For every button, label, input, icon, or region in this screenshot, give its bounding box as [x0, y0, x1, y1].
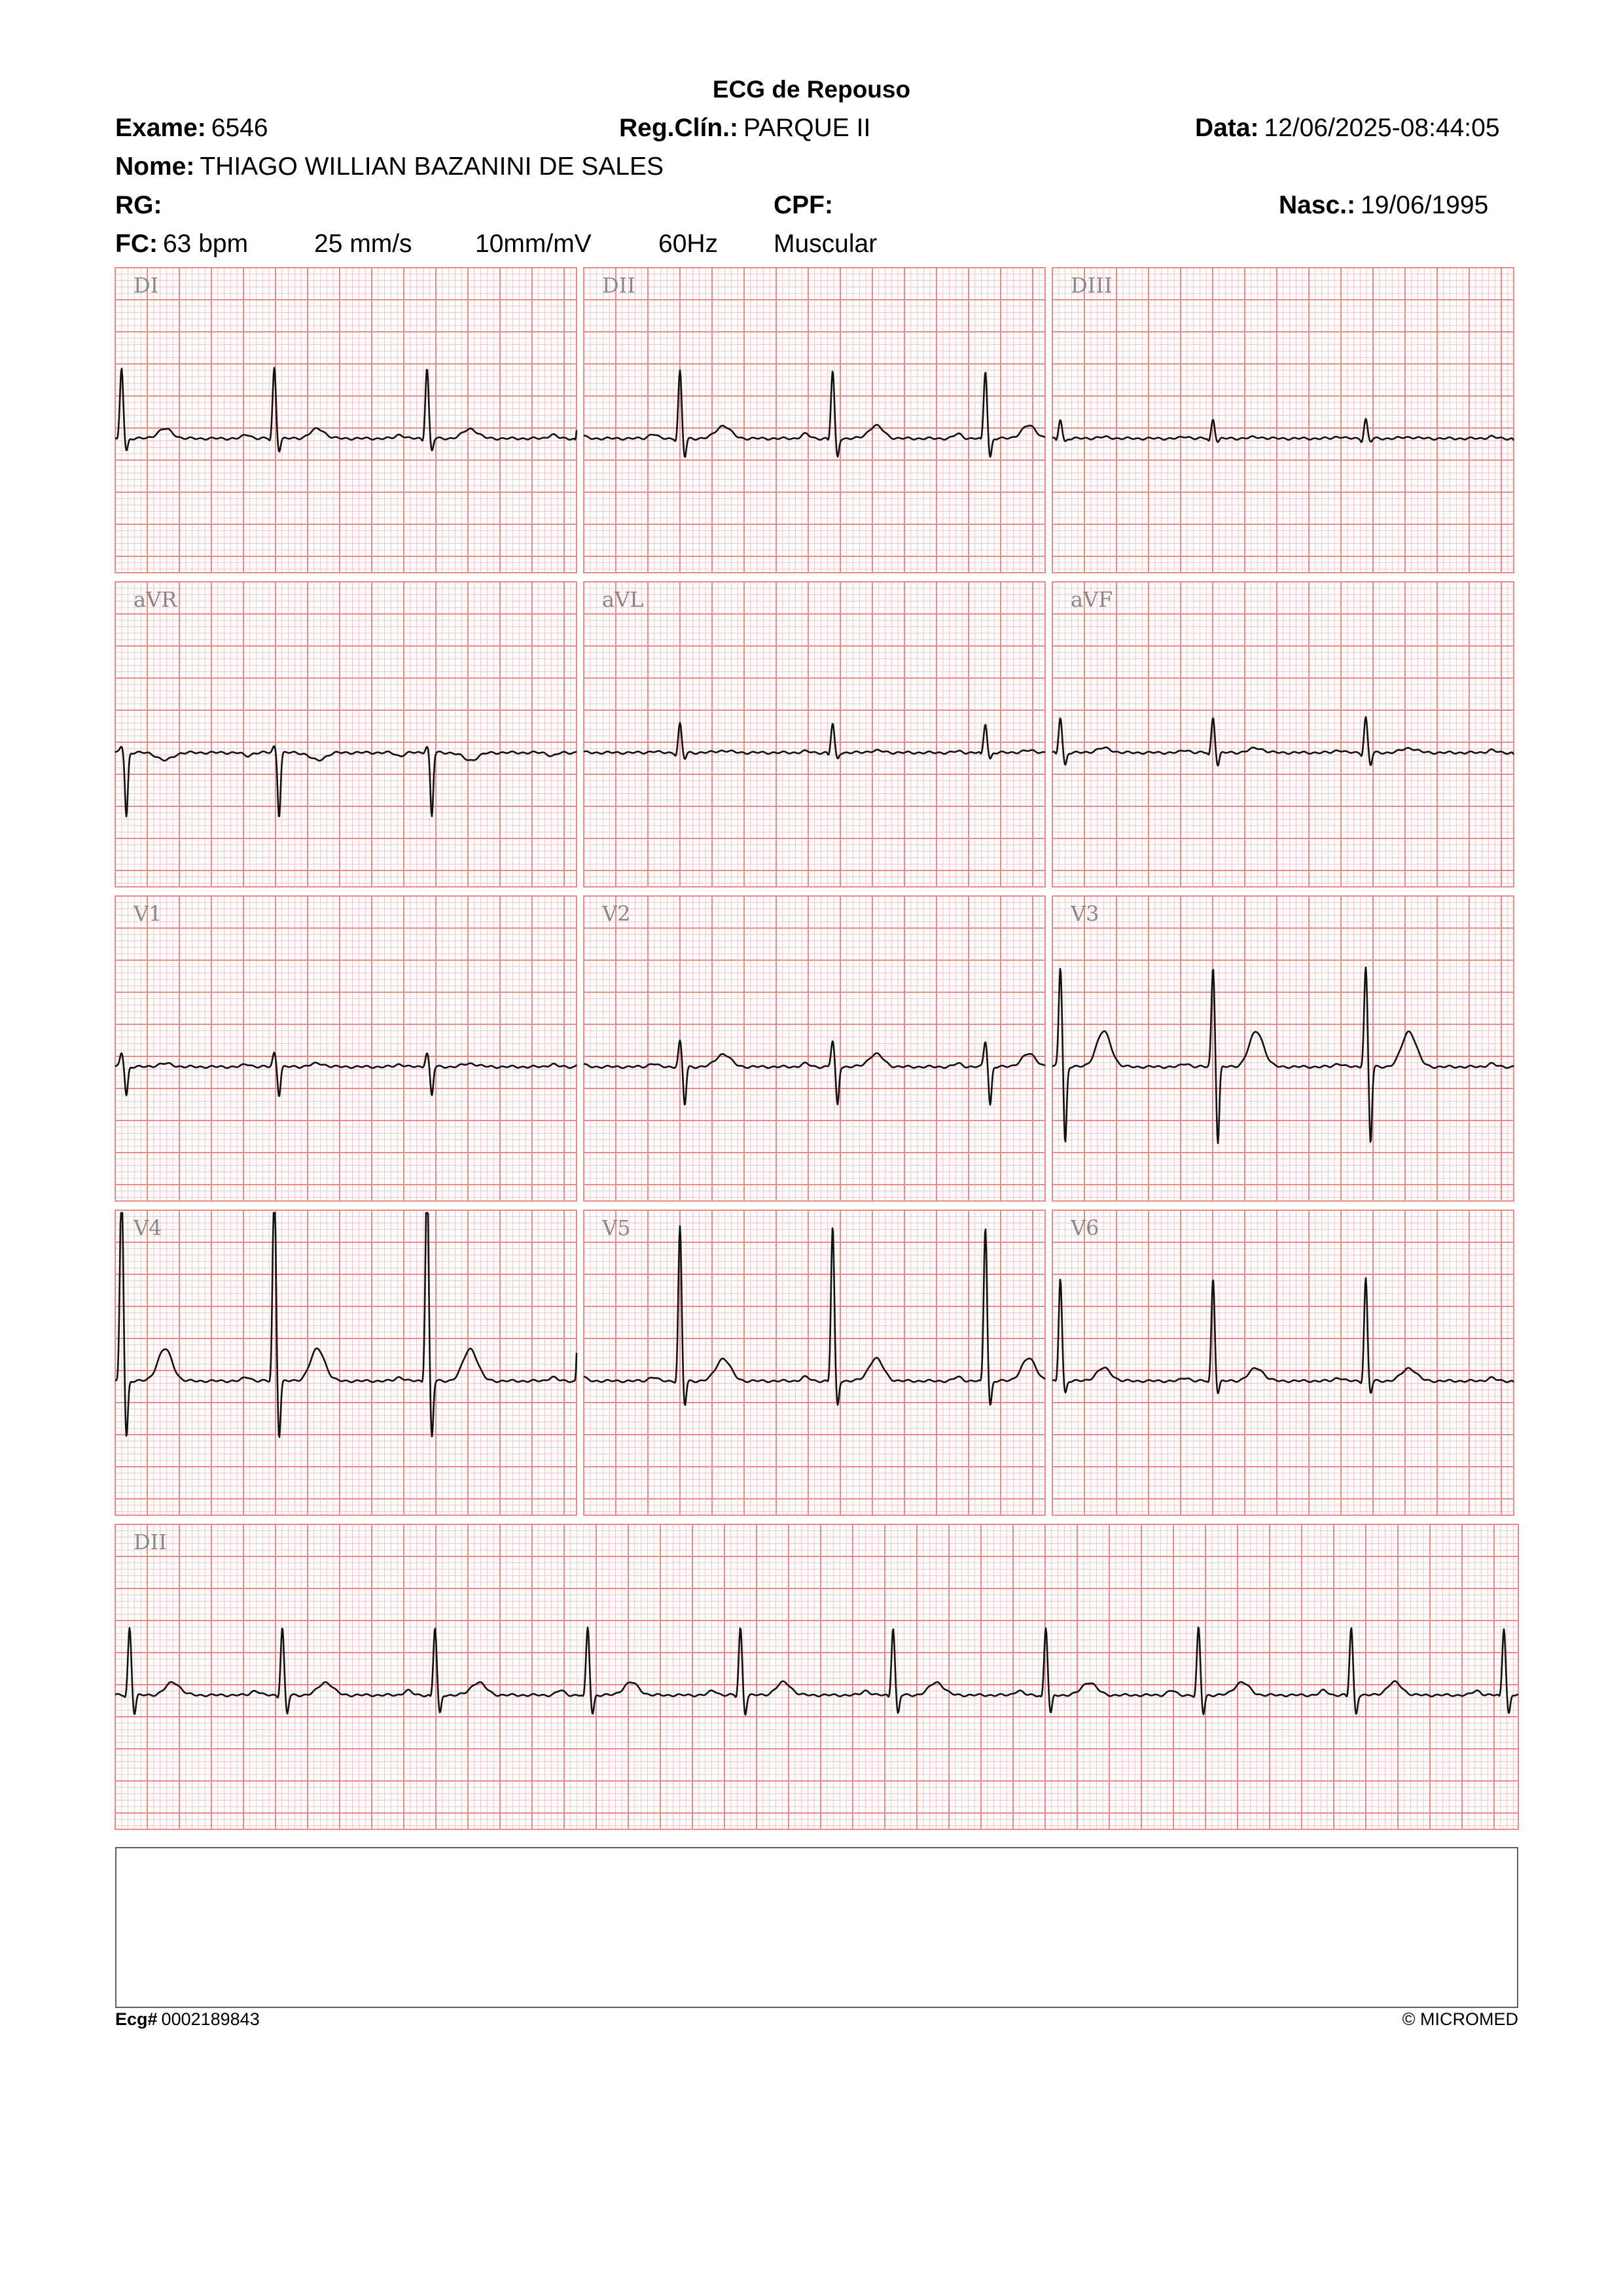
signal-filter: Muscular [774, 230, 878, 258]
birth-label: Nasc.: [1279, 191, 1356, 219]
lead-panel-v5 [584, 1210, 1045, 1515]
lead-panel-diii [1052, 268, 1514, 573]
lead-panel-v1 [115, 896, 577, 1201]
heart-rate-label: FC: [115, 230, 158, 258]
lead-panel-di [115, 268, 577, 573]
grid-minor [115, 268, 577, 573]
lead-label: V1 [134, 901, 162, 926]
paper-speed: 25 mm/s [314, 230, 412, 258]
cpf-label: CPF: [774, 191, 833, 219]
copyright: © MICROMED [1402, 2009, 1518, 2029]
lead-label: DII [134, 1530, 167, 1554]
lead-label: DI [134, 273, 159, 298]
name-value: THIAGO WILLIAN BAZANINI DE SALES [200, 152, 664, 181]
date-value: 12/06/2025-08:44:05 [1264, 114, 1500, 142]
lead-label: aVL [602, 587, 644, 612]
birth-value: 19/06/1995 [1361, 191, 1489, 219]
lead-panel-dii [584, 268, 1045, 573]
grid-minor [1052, 582, 1514, 887]
exam-label: Exame: [115, 114, 206, 142]
lead-label: V5 [602, 1215, 631, 1240]
comments-box [115, 1847, 1518, 2008]
grid-minor [115, 1210, 577, 1515]
ecg-id-label: Ecg# [115, 2009, 158, 2029]
lead-label: V3 [1071, 901, 1099, 926]
grid-minor [584, 896, 1045, 1201]
heart-rate-value: 63 bpm [162, 230, 249, 258]
reg-clin-value: PARQUE II [743, 114, 871, 142]
report-title: ECG de Repouso [712, 76, 911, 103]
grid-minor [584, 1210, 1045, 1515]
lead-label: V6 [1071, 1215, 1099, 1240]
mains-filter: 60Hz [658, 230, 719, 258]
lead-label: V4 [134, 1215, 162, 1240]
gain-setting: 10mm/mV [475, 230, 592, 258]
grid-minor [115, 896, 577, 1201]
lead-panel-v3 [1052, 896, 1514, 1201]
grid-minor [1052, 896, 1514, 1201]
lead-panel-v4 [115, 1210, 577, 1515]
grid-minor [584, 582, 1045, 887]
lead-panel-v6 [1052, 1210, 1514, 1515]
lead-label: aVR [134, 587, 177, 612]
lead-panel-avl [584, 582, 1045, 887]
lead-panel-v2 [584, 896, 1045, 1201]
lead-panel-dii-rhythm [115, 1524, 1518, 1829]
lead-panel-avr [115, 582, 577, 887]
lead-label: DII [602, 273, 635, 298]
ecg-id [115, 2009, 260, 2030]
exam-value: 6546 [211, 114, 268, 142]
date-label: Data: [1195, 114, 1259, 142]
lead-label: V2 [602, 901, 631, 926]
lead-panel-avf [1052, 582, 1514, 887]
name-label: Nome: [115, 152, 195, 181]
lead-label: aVF [1071, 587, 1113, 612]
grid-minor [1052, 1210, 1514, 1515]
grid-minor [1052, 268, 1514, 573]
rg-label: RG: [115, 191, 162, 219]
grid-minor [115, 582, 577, 887]
ecg-id-value: 0002189843 [161, 2009, 260, 2029]
grid-minor [115, 1524, 1518, 1829]
grid-minor [584, 268, 1045, 573]
lead-label: DIII [1071, 273, 1113, 298]
reg-clin-label: Reg.Clín.: [619, 114, 738, 142]
